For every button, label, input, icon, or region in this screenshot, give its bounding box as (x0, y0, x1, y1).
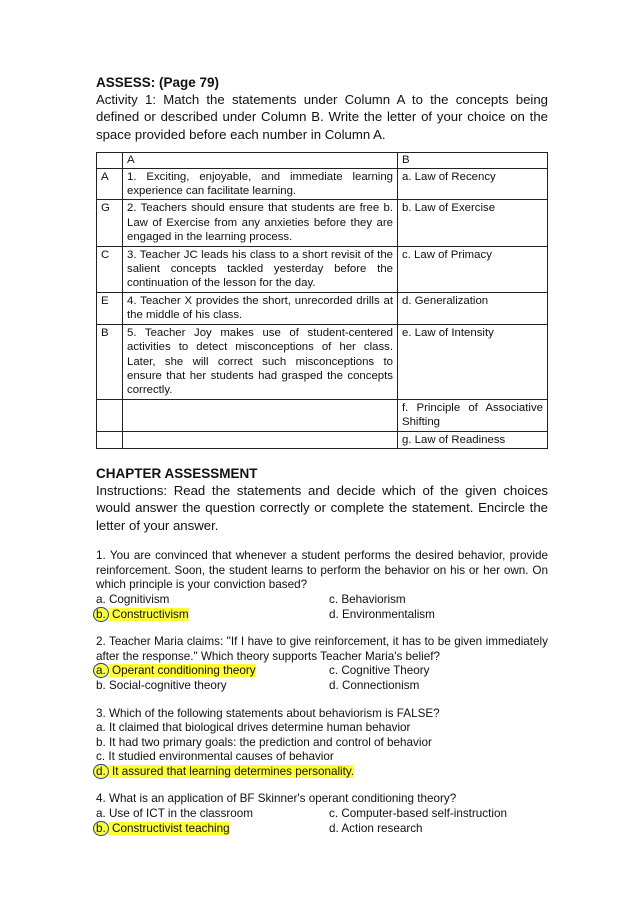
question-2-text: 2. Teacher Maria claims: "If I have to give reinforcement, it has to be given immediately after the response." Which theory supports Teacher Maria's belief? (96, 635, 548, 663)
option-b-answer (96, 608, 329, 623)
question-2-options (96, 664, 548, 693)
column-a-cell: 2. Teachers should ensure that students are free b. Law of Exercise from any anxieties before they are engaged in the learning process. (123, 200, 398, 246)
table-row (97, 200, 548, 246)
answer-key-cell (97, 399, 123, 431)
column-a-cell: 4. Teacher X provides the short, unrecorded drills at the middle of his class. (123, 292, 398, 324)
question-1-text: 1. You are convinced that whenever a student performs the desired behavior, provide reinforcement. Soon, the student learns to perform the behavior on his or her own. On which principle is your conviction based? (96, 549, 548, 592)
option-c: c. Cognitive Theory (329, 664, 430, 678)
question-1-options (96, 593, 548, 622)
answer-text: Constructivist teaching (108, 821, 230, 835)
column-b-cell: c. Law of Primacy (398, 246, 548, 292)
table-row (97, 324, 548, 399)
document-page (96, 74, 548, 836)
option-b: b. It had two primary goals: the prediction and control of behavior (96, 735, 432, 749)
question-4 (96, 792, 548, 836)
column-a-cell: 3. Teacher JC leads his class to a short revisit of the salient concepts tackled yesterday before the continuation of the lesson for the day. (123, 246, 398, 292)
answer-key-cell: A (97, 168, 123, 200)
matching-table (96, 152, 548, 449)
table-row (97, 431, 548, 448)
answer-circle: b. (93, 821, 109, 836)
answer-key-cell: G (97, 200, 123, 246)
question-3 (96, 707, 548, 780)
question-4-options (96, 807, 548, 836)
option-c: c. Behaviorism (329, 592, 406, 606)
column-a-cell (123, 399, 398, 431)
header-column-a: A (123, 153, 398, 168)
chapter-assessment-heading: CHAPTER ASSESSMENT (96, 465, 258, 481)
option-d: d. Environmentalism (329, 607, 435, 621)
option-a: a. It claimed that biological drives determine human behavior (96, 721, 411, 735)
answer-text: It assured that learning determines personality. (108, 764, 355, 778)
option-a: a. Cognitivism (96, 592, 170, 606)
table-row (97, 292, 548, 324)
option-c: c. It studied environmental causes of behavior (96, 750, 334, 764)
answer-key-cell (97, 431, 123, 448)
column-b-cell: b. Law of Exercise (398, 200, 548, 246)
question-1 (96, 549, 548, 622)
answer-circle: d. (93, 764, 109, 779)
answer-key-cell: C (97, 246, 123, 292)
question-2 (96, 635, 548, 693)
assess-instructions: Activity 1: Match the statements under Column A to the concepts being defined or described under Column B. Write the letter of your choice on the space provided before each number in Column A. (96, 92, 548, 142)
option-a-answer (96, 664, 329, 679)
question-3-text: 3. Which of the following statements about behaviorism is FALSE? (96, 706, 440, 720)
option-d-answer (96, 765, 548, 780)
column-a-cell: 5. Teacher Joy makes use of student-centered activities to detect misconceptions of her class. Later, she will correct such misconceptions to ensure that her students had grasped the concepts correctly. (123, 324, 398, 399)
answer-key-cell: B (97, 324, 123, 399)
table-row (97, 246, 548, 292)
answer-key-cell: E (97, 292, 123, 324)
column-b-cell: f. Principle of Associative Shifting (398, 399, 548, 431)
column-a-cell (123, 431, 398, 448)
answer-circle: a. (93, 663, 109, 678)
header-column-b: B (398, 153, 548, 168)
column-b-cell: g. Law of Readiness (398, 431, 548, 448)
column-b-cell: a. Law of Recency (398, 168, 548, 200)
chapter-instructions: Instructions: Read the statements and decide which of the given choices would answer the question correctly or complete the statement. Encircle the letter of your answer. (96, 482, 548, 533)
table-header-row (97, 153, 548, 168)
option-a: a. Use of ICT in the classroom (96, 807, 253, 821)
answer-text: Constructivism (108, 607, 189, 621)
column-b-cell: d. Generalization (398, 292, 548, 324)
option-c: c. Computer-based self-instruction (329, 807, 507, 821)
table-row (97, 399, 548, 431)
option-b: b. Social-cognitive theory (96, 678, 227, 692)
header-key-cell (97, 153, 123, 168)
answer-circle: b. (93, 607, 109, 622)
column-a-cell: 1. Exciting, enjoyable, and immediate learning experience can facilitate learning. (123, 168, 398, 200)
question-4-text: 4. What is an application of BF Skinner's operant conditioning theory? (96, 792, 457, 806)
assess-heading: ASSESS: (Page 79) (96, 75, 220, 90)
option-b-answer (96, 822, 329, 837)
table-row (97, 168, 548, 200)
option-d: d. Connectionism (329, 678, 420, 692)
option-d: d. Action research (329, 821, 423, 835)
answer-text: Operant conditioning theory (108, 664, 256, 678)
column-b-cell: e. Law of Intensity (398, 324, 548, 399)
